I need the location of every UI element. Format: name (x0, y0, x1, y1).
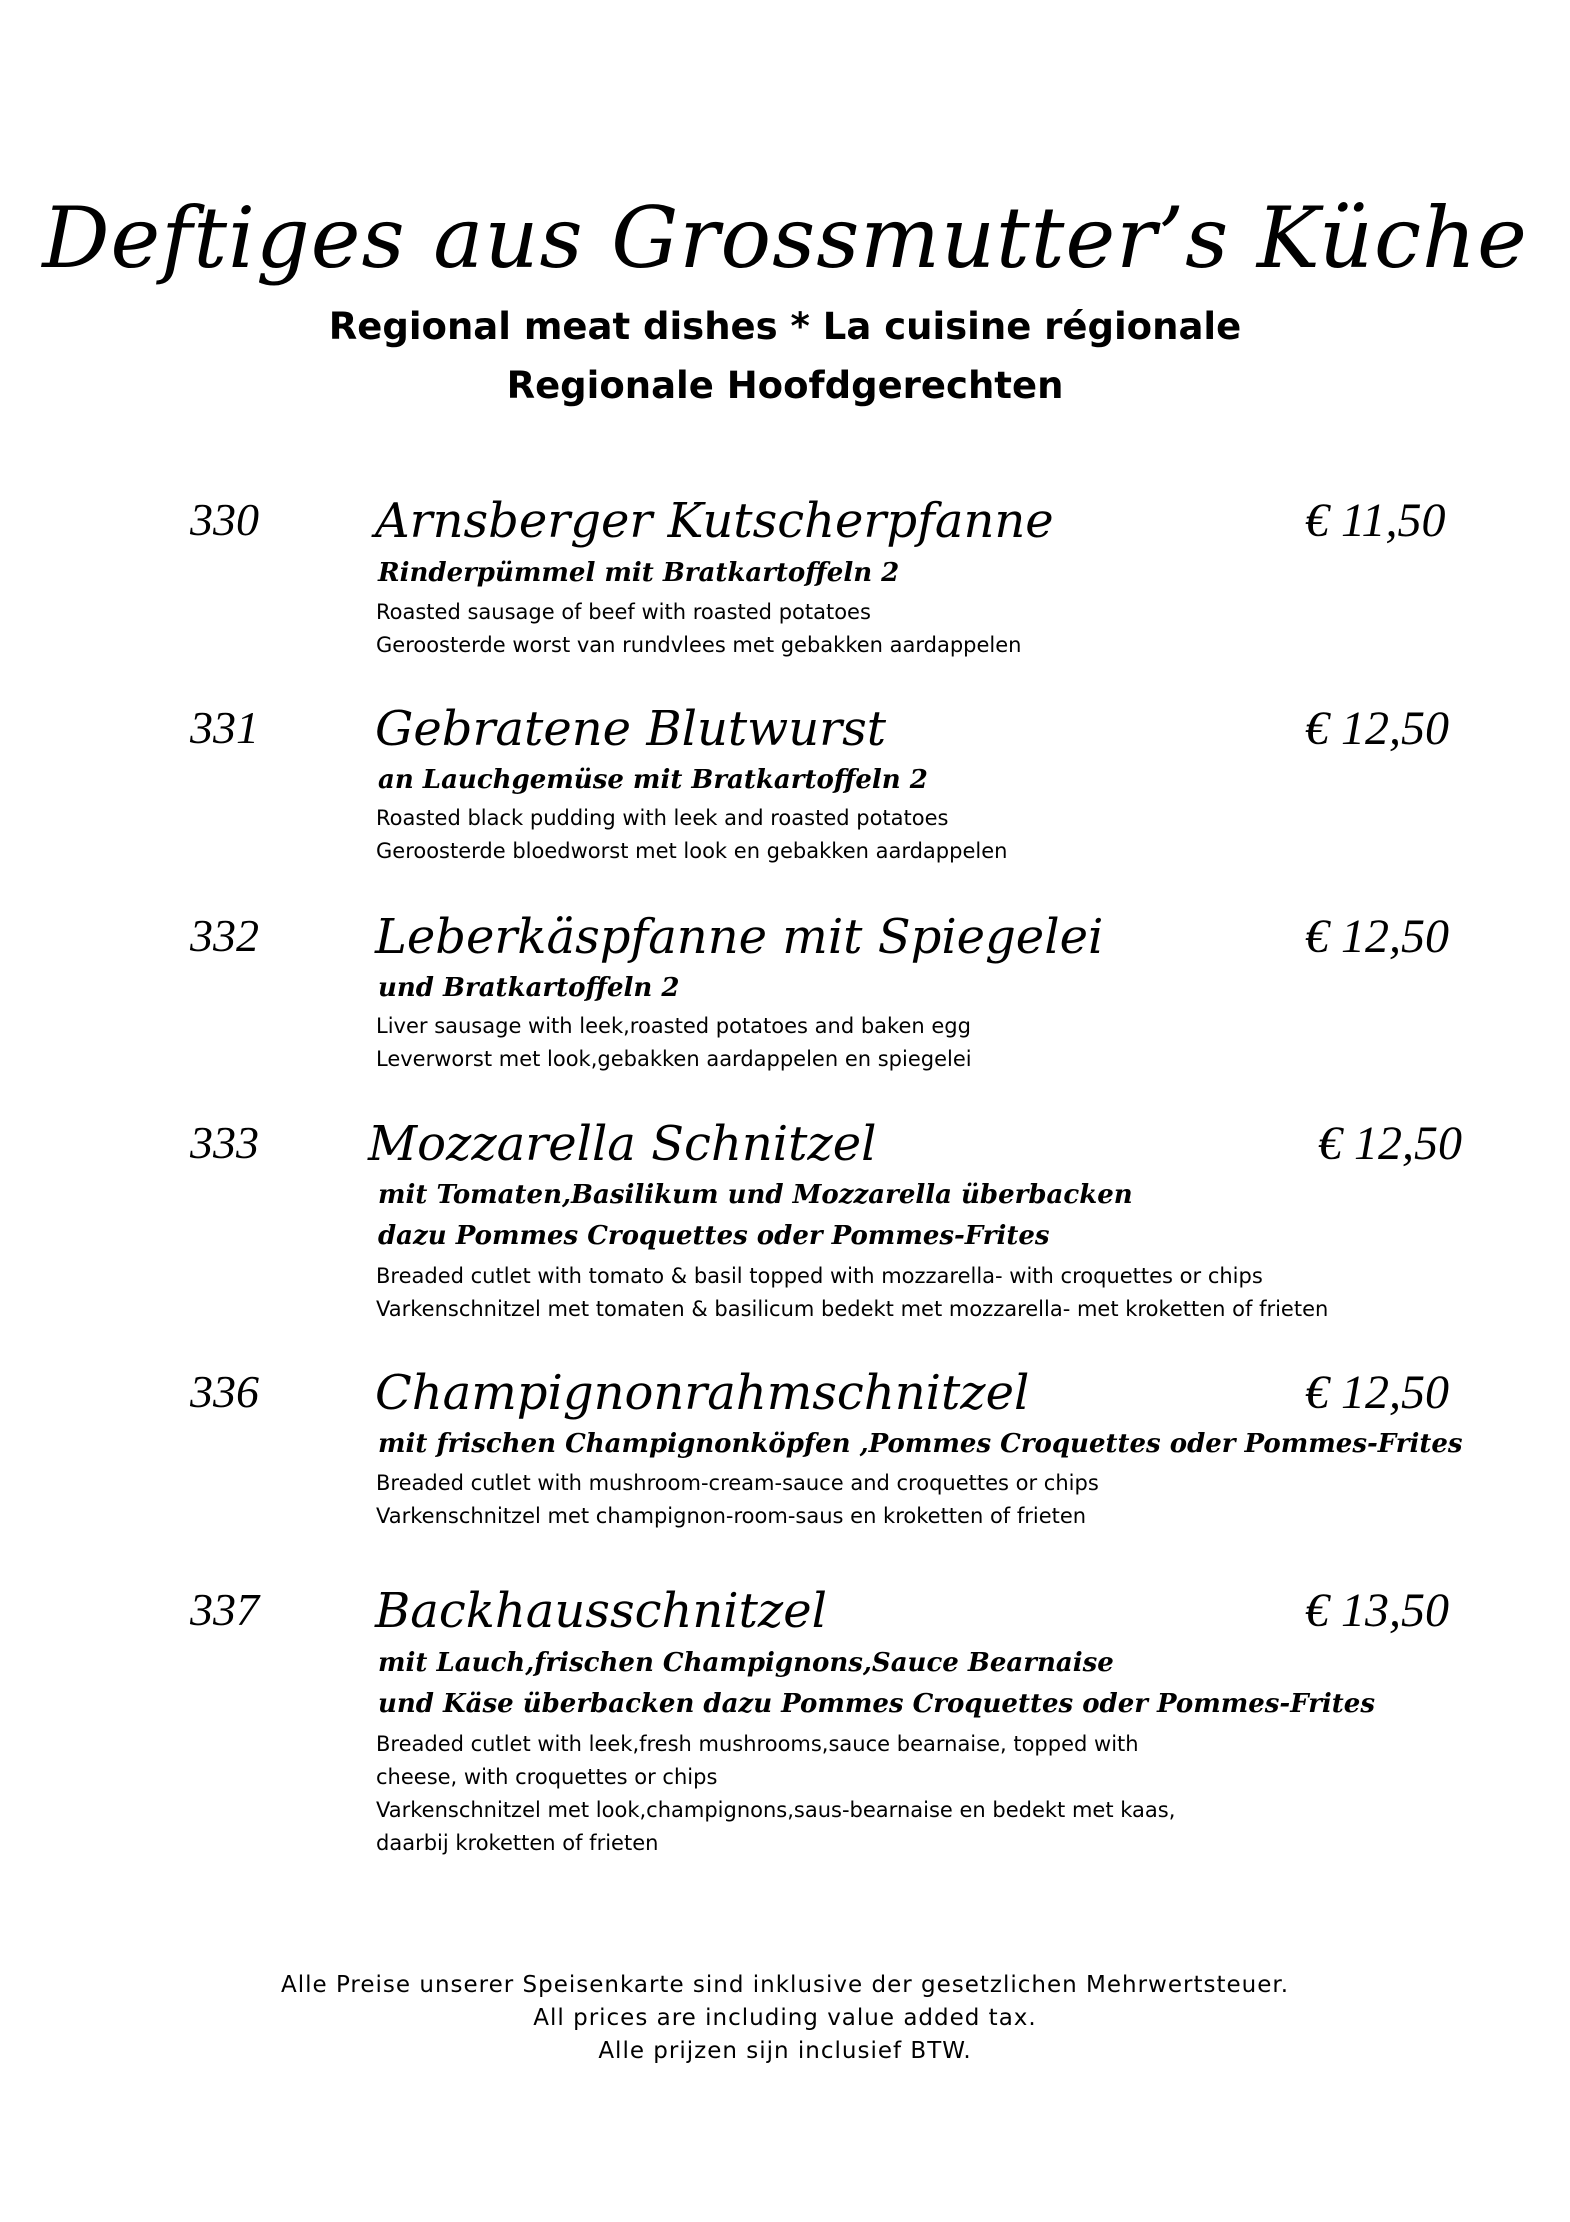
footer-vat-note-en: All prices are including value added tax. (533, 2005, 1037, 2031)
item-translation-nl: daarbij kroketten of frieten (376, 1831, 659, 1855)
footer-vat-note-nl: Alle prijzen sijn inclusief BTW. (598, 2038, 972, 2064)
item-name: Champignonrahmschnitzel (375, 1365, 1030, 1421)
menu-item (0, 1583, 1570, 1867)
item-translation-nl: Geroosterde bloedworst met look en gebakken aardappelen (376, 839, 1008, 863)
page-title: Deftiges aus Grossmutter’s Küche (42, 189, 1528, 287)
item-number: 333 (190, 1117, 259, 1168)
item-translation-en: Liver sausage with leek,roasted potatoes and baken egg (376, 1014, 971, 1038)
item-number: 337 (190, 1584, 259, 1635)
item-description: mit frischen Champignonköpfen ,Pommes Croquettes oder Pommes-Frites (378, 1429, 1463, 1459)
item-translation-nl: Varkenschnitzel met tomaten & basilicum bedekt met mozzarella- met kroketten of frieten (376, 1297, 1329, 1321)
item-number: 331 (190, 702, 259, 753)
item-price: € 11,50 (1305, 494, 1446, 547)
item-description: und Käse überbacken dazu Pommes Croquettes oder Pommes-Frites (378, 1689, 1375, 1719)
item-translation-nl: Geroosterde worst van rundvlees met gebakken aardappelen (376, 633, 1022, 657)
item-description: Rinderpümmel mit Bratkartoffeln 2 (378, 558, 900, 588)
item-price: € 12,50 (1318, 1117, 1462, 1170)
item-number: 332 (190, 910, 259, 961)
item-price: € 12,50 (1305, 702, 1449, 755)
item-description: mit Tomaten,Basilikum und Mozzarella überbacken (378, 1180, 1133, 1210)
menu-item (0, 1365, 1570, 1569)
item-description: dazu Pommes Croquettes oder Pommes-Frites (378, 1221, 1050, 1251)
footer-vat-note-de: Alle Preise unserer Speisenkarte sind inklusive der gesetzlichen Mehrwertsteuer. (280, 1972, 1290, 1998)
item-translation-nl: Varkenschnitzel met champignon-room-saus en kroketten of frieten (376, 1504, 1087, 1528)
item-translation-en: Roasted sausage of beef with roasted potatoes (376, 600, 871, 624)
item-translation-en: Breaded cutlet with leek,fresh mushrooms,sauce bearnaise, topped with (376, 1732, 1139, 1756)
item-translation-en: Breaded cutlet with mushroom-cream-sauce and croquettes or chips (376, 1471, 1099, 1495)
item-price: € 12,50 (1305, 910, 1449, 963)
subtitle-line2: Regionale Hoofdgerechten (506, 364, 1064, 407)
item-description: an Lauchgemüse mit Bratkartoffeln 2 (378, 765, 928, 795)
item-name: Gebratene Blutwurst (375, 701, 887, 757)
item-name: Leberkäspfanne mit Spiegelei (375, 909, 1104, 965)
item-price: € 13,50 (1305, 1584, 1449, 1637)
menu-item (0, 1116, 1570, 1321)
item-description: mit Lauch,frischen Champignons,Sauce Bearnaise (378, 1648, 1114, 1678)
item-translation-en: Breaded cutlet with tomato & basil topped with mozzarella- with croquettes or chips (376, 1264, 1263, 1288)
item-number: 336 (190, 1366, 259, 1417)
item-name: Mozzarella Schnitzel (368, 1116, 877, 1172)
menu-item (0, 909, 1570, 1113)
item-translation-en: Roasted black pudding with leek and roasted potatoes (376, 806, 949, 830)
item-translation-en: cheese, with croquettes or chips (376, 1765, 718, 1789)
item-translation-nl: Varkenschnitzel met look,champignons,saus-bearnaise en bedekt met kaas, (376, 1798, 1176, 1822)
item-name: Backhausschnitzel (375, 1583, 827, 1639)
item-translation-nl: Leverworst met look,gebakken aardappelen en spiegelei (376, 1047, 972, 1071)
subtitle-line1: Regional meat dishes * La cuisine régionale (328, 305, 1242, 348)
item-description: und Bratkartoffeln 2 (378, 973, 680, 1003)
item-number: 330 (190, 494, 259, 545)
item-name: Arnsberger Kutscherpfanne (375, 493, 1054, 549)
menu-item (0, 493, 1570, 697)
menu-item (0, 701, 1570, 905)
item-price: € 12,50 (1305, 1366, 1449, 1419)
